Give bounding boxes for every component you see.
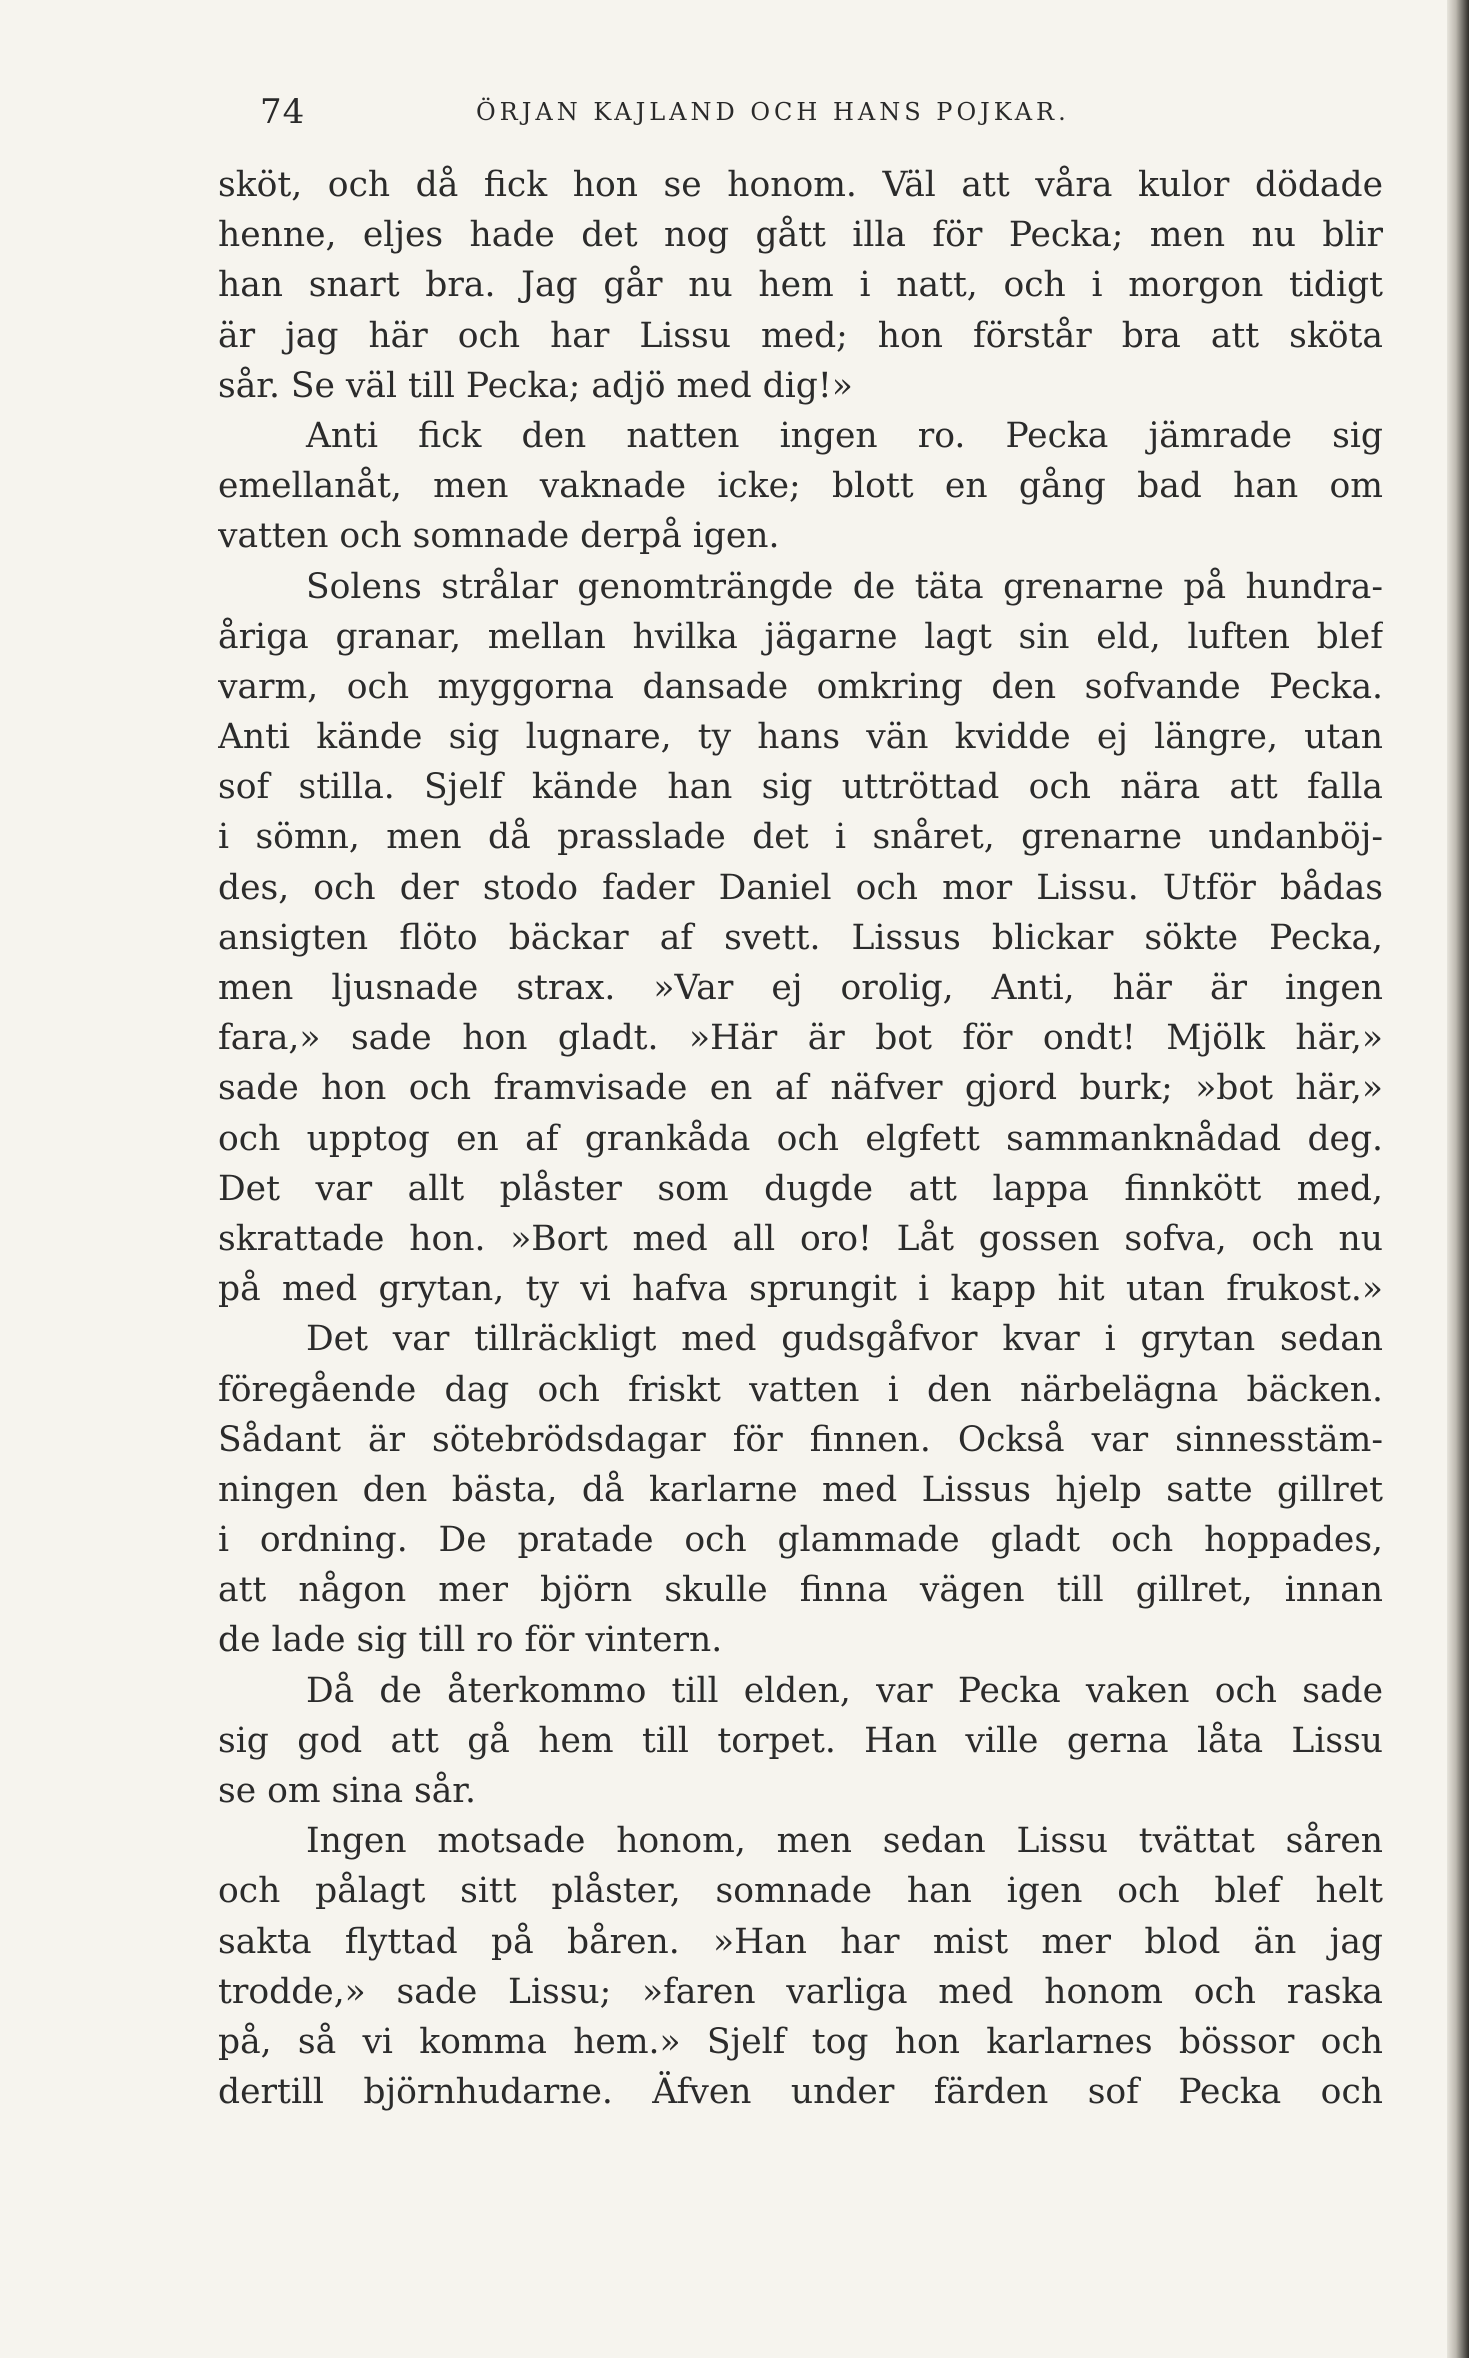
text-line: föregående dag och friskt vatten i den närbelägna bäcken. [218,1369,1383,1410]
text-line: Då de återkommo till elden, var Pecka vaken och sade [306,1670,1383,1711]
text-line: des, och der stodo fader Daniel och mor Lissu. Utför bådas [218,867,1383,908]
text-line: ningen den bästa, då karlarne med Lissus hjelp satte gillret [218,1469,1383,1510]
text-line: och upptog en af grankåda och elgfett sammanknådad deg. [218,1118,1383,1159]
text-line: Ingen motsade honom, men sedan Lissu tvättat såren [306,1821,1383,1862]
text-line: Solens strålar genomträngde de täta grenarne på hundra- [306,566,1383,607]
text-line: han snart bra. Jag går nu hem i natt, och i morgon tidigt [218,265,1383,306]
text-line: sade hon och framvisade en af näfver gjord burk; »bot här,» [218,1068,1383,1109]
text-line: sköt, och då fick hon se honom. Väl att våra kulor dödade [218,165,1383,205]
text-line: ansigten flöto bäckar af svett. Lissus blickar sökte Pecka, [218,917,1383,958]
page-number: 74 [260,92,306,132]
text-line: att någon mer björn skulle finna vägen till gillret, innan [218,1570,1383,1611]
text-line: henne, eljes hade det nog gått illa för Pecka; men nu blir [218,215,1383,256]
text-line: men ljusnade strax. »Var ej orolig, Anti, här är ingen [218,968,1383,1008]
text-line: de lade sig till ro för vintern. [218,1620,723,1661]
text-line: i sömn, men då prasslade det i snåret, grenarne undanböj- [218,817,1383,858]
running-title: ÖRJAN KAJLAND OCH HANS POJKAR. [476,98,1070,126]
text-line: åriga granar, mellan hvilka jägarne lagt sin eld, luften blef [218,616,1383,657]
text-line: sår. Se väl till Pecka; adjö med dig!» [218,365,853,406]
text-line: Anti kände sig lugnare, ty hans vän kvidde ej längre, utan [218,717,1383,758]
text-line: är jag här och har Lissu med; hon förstår bra att sköta [218,315,1383,356]
text-line: Det var allt plåster som dugde att lappa finnkött med, [218,1168,1383,1209]
text-line: sof stilla. Sjelf kände han sig uttröttad och nära att falla [218,767,1383,808]
text-line: på med grytan, ty vi hafva sprungit i kapp hit utan frukost.» [218,1269,1383,1310]
text-line: Det var tillräckligt med gudsgåfvor kvar i grytan sedan [306,1319,1383,1360]
text-line: Sådant är sötebrödsdagar för finnen. Också var sinnesstäm- [218,1419,1383,1460]
page-edge-shadow [1447,0,1469,2358]
text-line: dertill björnhudarne. Äfven under färden sof Pecka och [218,2072,1383,2113]
text-line: sakta flyttad på båren. »Han har mist mer blod än jag [218,1921,1383,1962]
text-line: trodde,» sade Lissu; »faren varliga med honom och raska [218,1971,1383,2012]
text-line: fara,» sade hon gladt. »Här är bot för ondt! Mjölk här,» [218,1018,1383,1059]
page-header [218,92,1383,132]
body-text [218,160,1383,2117]
text-line: på, så vi komma hem.» Sjelf tog hon karlarnes bössor och [218,2021,1383,2062]
text-line: vatten och somnade derpå igen. [218,516,780,557]
text-line: och pålagt sitt plåster, somnade han igen och blef helt [218,1871,1383,1912]
text-line: skrattade hon. »Bort med all oro! Låt gossen sofva, och nu [218,1218,1383,1259]
text-line: emellanåt, men vaknade icke; blott en gång bad han om [218,466,1383,507]
text-line: varm, och myggorna dansade omkring den sofvande Pecka. [218,666,1383,707]
text-line: Anti fick den natten ingen ro. Pecka jämrade sig [306,415,1383,456]
text-line: se om sina sår. [218,1771,476,1811]
text-line: sig god att gå hem till torpet. Han ville gerna låta Lissu [218,1720,1383,1761]
text-line: i ordning. De pratade och glammade gladt och hoppades, [218,1520,1383,1561]
